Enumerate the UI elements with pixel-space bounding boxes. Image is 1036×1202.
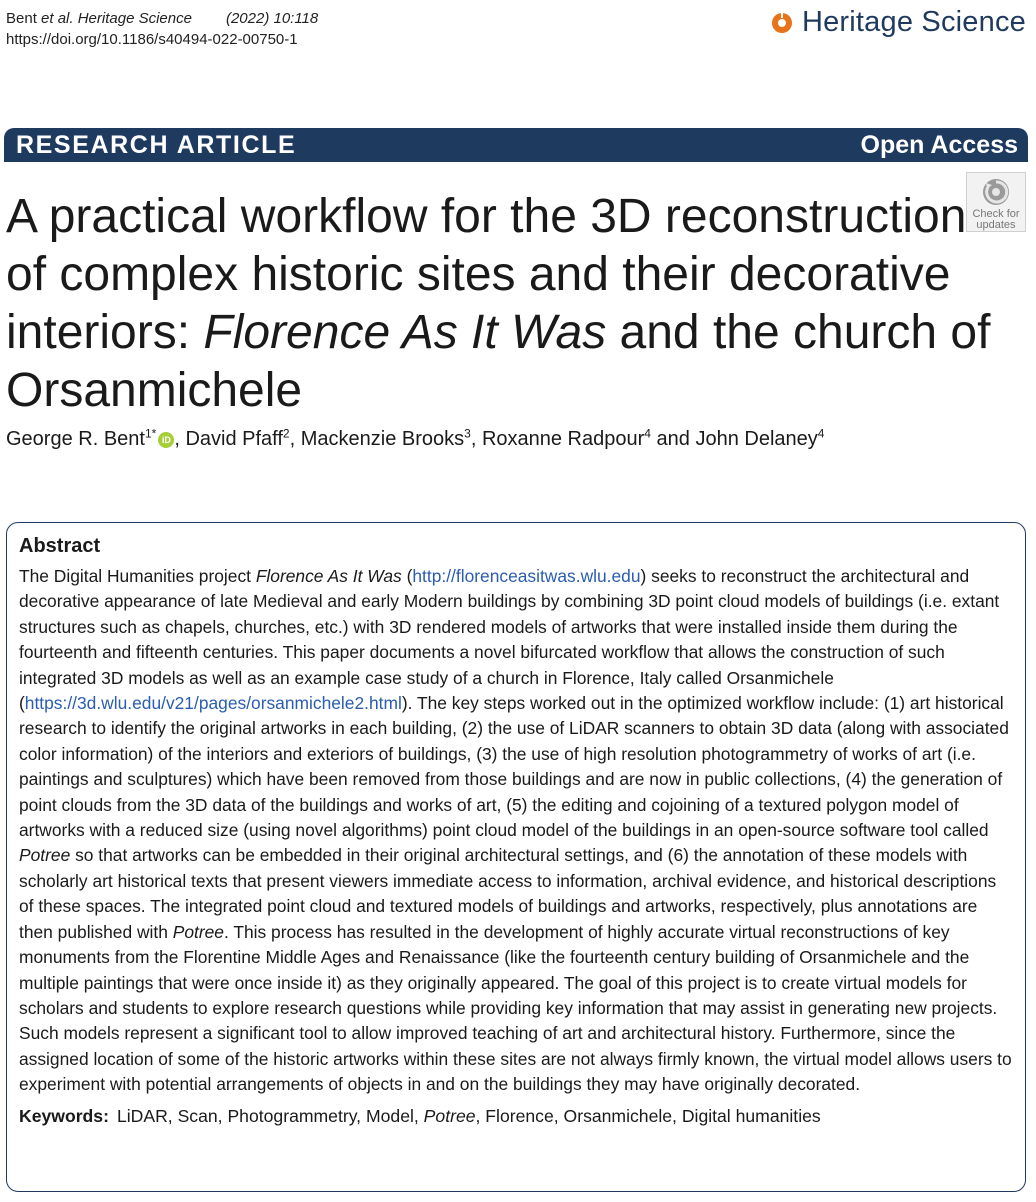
author-affiliation: 4 <box>644 426 651 441</box>
citation-journal: et al. Heritage Science <box>41 10 192 27</box>
citation-author: Bent <box>6 10 42 27</box>
author-name[interactable]: John Delaney <box>695 428 818 450</box>
doi-link[interactable]: https://doi.org/10.1186/s40494-022-00750-1 <box>6 31 298 48</box>
citation-line <box>6 8 318 29</box>
author-name[interactable]: George R. Bent <box>6 428 145 450</box>
author-name[interactable]: Mackenzie Brooks <box>300 428 465 450</box>
citation-year: (2022) 10:118 <box>225 10 319 27</box>
journal-brand[interactable] <box>770 6 1026 39</box>
author-name[interactable]: David Pfaff <box>185 428 283 450</box>
abstract-heading: Abstract <box>19 535 101 557</box>
keywords-label: Keywords: <box>19 1105 109 1126</box>
abstract-box <box>6 522 1026 1192</box>
check-updates-label: Check for updates <box>972 208 1020 231</box>
article-title: A practical workflow for the 3D reconstruction of complex historic sites and their decorative interiors: Florence As It Was and the church of Orsanmichele <box>6 190 991 417</box>
author-name[interactable]: Roxanne Radpour <box>481 428 645 450</box>
title-italic: Florence As It Was <box>203 306 607 359</box>
orcid-icon[interactable]: iD <box>158 432 174 448</box>
citation-block <box>6 8 318 50</box>
abstract-text: The Digital Humanities project Florence As It Was (http://florenceasitwas.wlu.edu) seeks to reconstruct the architectural and decorative appearance of late Medieval and early Modern buildings by combining 3D point cloud models of buildings (i.e. extant structures such as chapels, churches, etc.) with 3D rendered models of artworks that were installed inside them during the fourteenth and fifteenth centuries. This paper documents a novel bifurcated workflow that allows the construction of such integrated 3D models as well as an example case study of a church in Florence, Italy called Orsanmichele (https://3d.wlu.edu/v21/pages/orsanmichele2.html). The key steps worked out in the optimized workflow include: (1) art historical research to identify the original artworks in each building, (2) the use of LiDAR scanners to obtain 3D data (along with associated color information) of the interiors and exteriors of buildings, (3) the use of high resolution photogrammetry of works of art (i.e. paintings and sculptures) which have been removed from those buildings and are now in public collections, (4) the generation of point clouds from the 3D data of the buildings and works of art, (5) the editing and cojoining of a textured polygon model of artworks with a reduced size (using novel algorithms) point cloud model of the buildings in an open-source software tool called Potree so that artworks can be embedded in their original architectural settings, and (6) the annotation of these models with scholarly art historical texts that present viewers immediate access to information, archival evidence, and historical descriptions of these spaces. The integrated point cloud and textured models of buildings and artworks, respectively, plus annotations are then published with Potree. This process has resulted in the development of highly accurate virtual reconstructions of key monuments from the Florentine Middle Ages and Renaissance (like the fourteenth century building of Orsanmichele and the multiple paintings that were once inside it) as they originally appeared. The goal of this project is to create virtual models for scholars and students to explore research questions while providing key information that may assist in generating new projects. Such models represent a significant tool to allow improved teaching of art and architectural history. Furthermore, since the assigned location of some of the historic artworks within these sites are not always firmly known, the virtual model allows users to experiment with potential arrangements of objects in and on the buildings they may have originally decorated. <box>19 566 1012 1095</box>
author-affiliation: 1* <box>144 426 157 441</box>
author-affiliation: 2 <box>282 426 290 441</box>
author-affiliation: 3 <box>464 426 471 441</box>
author-list: George R. Bent$^{1*}$ iD , David Pfaff$^2$, Mackenzie Brooks$^3$, Roxanne Radpour$^4$ and John Delaney$^4$ <box>6 426 825 450</box>
article-type: RESEARCH ARTICLE <box>16 130 297 159</box>
project-link[interactable]: http://florenceasitwas.wlu.edu <box>412 566 641 586</box>
author-affiliation: 4 <box>817 426 825 441</box>
orsanmichele-link[interactable]: https://3d.wlu.edu/v21/pages/orsanmichele2.html <box>24 693 402 714</box>
journal-name: Heritage Science <box>801 6 1026 38</box>
article-type-banner <box>4 128 1028 162</box>
open-access-label: Open Access <box>860 130 1018 159</box>
keywords: Keywords: LiDAR, Scan, Photogrammetry, Model, Potree, Florence, Orsanmichele, Digital humanities <box>19 1105 821 1126</box>
heritage-science-logo-icon <box>770 11 794 35</box>
